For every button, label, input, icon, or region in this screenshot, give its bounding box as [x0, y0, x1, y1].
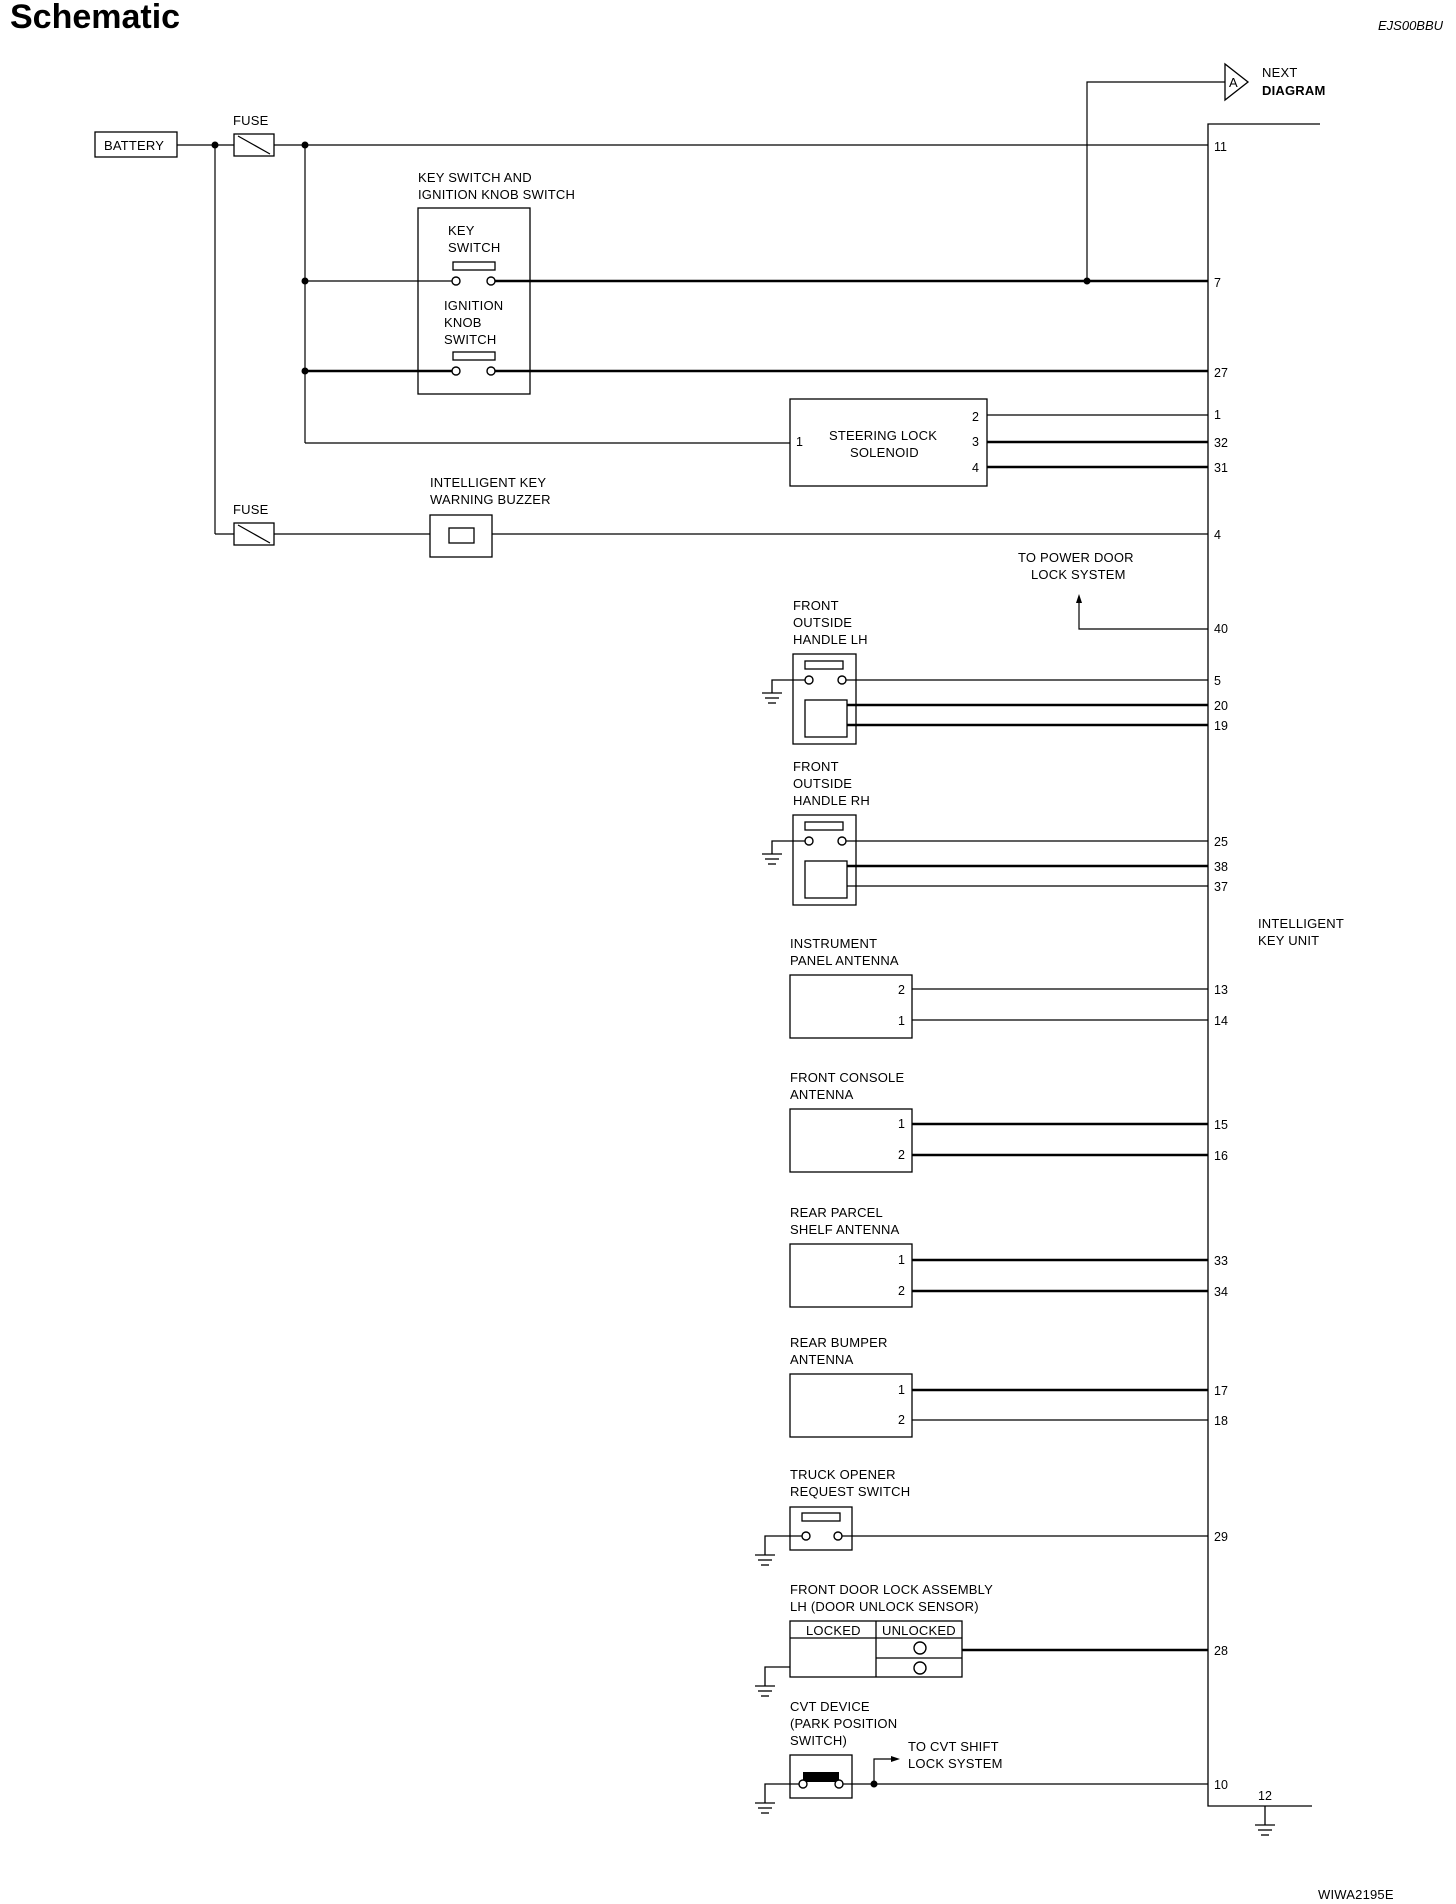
rear-bumper-antenna [790, 1335, 912, 1437]
cvt-device [755, 1699, 1003, 1813]
key-unit-label-1: INTELLIGENT [1258, 916, 1344, 931]
front-outside-handle-rh [762, 759, 870, 905]
steering-lock-solenoid [790, 399, 987, 486]
battery [95, 132, 177, 157]
connector-letter: A [1229, 75, 1238, 90]
handle-lh-label-3: HANDLE LH [793, 632, 868, 647]
rear-parcel-shelf-antenna [790, 1205, 912, 1307]
figure-id: WIWA2195E [1318, 1887, 1394, 1902]
fuse-2-label: FUSE [233, 502, 269, 517]
pin-14: 14 [1214, 1014, 1228, 1028]
page-title: Schematic [10, 0, 181, 36]
key-switch-title-1: KEY SWITCH AND [418, 170, 532, 185]
pin-7: 7 [1214, 276, 1221, 290]
front-console-antenna [790, 1070, 912, 1172]
pin-5: 5 [1214, 674, 1221, 688]
key-switch-title-2: IGNITION KNOB SWITCH [418, 187, 576, 202]
pin-1: 1 [1214, 408, 1221, 422]
diagram-label: DIAGRAM [1262, 83, 1326, 98]
front-outside-handle-lh [762, 598, 868, 744]
pin-40: 40 [1214, 622, 1228, 636]
next-label: NEXT [1262, 65, 1298, 80]
pin-13: 13 [1214, 983, 1228, 997]
cvt-label-1: CVT DEVICE [790, 1699, 870, 1714]
steering-pin-2: 2 [972, 410, 979, 424]
bumper-antenna-pin-2: 2 [898, 1413, 905, 1427]
parcel-antenna-label-2: SHELF ANTENNA [790, 1222, 900, 1237]
cvt-label-2: (PARK POSITION [790, 1716, 898, 1731]
console-antenna-pin-2: 2 [898, 1148, 905, 1162]
pin-17: 17 [1214, 1384, 1228, 1398]
parcel-antenna-label-1: REAR PARCEL [790, 1205, 883, 1220]
steering-pin-3: 3 [972, 435, 979, 449]
bumper-antenna-label-1: REAR BUMPER [790, 1335, 888, 1350]
pin-18: 18 [1214, 1414, 1228, 1428]
key-unit-ground-symbol [1255, 1806, 1275, 1835]
steering-lock-label-2: SOLENOID [850, 445, 919, 460]
pin-15: 15 [1214, 1118, 1228, 1132]
pin-34: 34 [1214, 1285, 1228, 1299]
key-unit-pins [1214, 140, 1272, 1803]
pin-29: 29 [1214, 1530, 1228, 1544]
handle-lh-label-1: FRONT [793, 598, 839, 613]
cvt-to-label-1: TO CVT SHIFT [908, 1739, 999, 1754]
ip-antenna-pin-2: 2 [898, 983, 905, 997]
pin-12: 12 [1258, 1789, 1272, 1803]
ignition-label-2: KNOB [444, 315, 482, 330]
parcel-antenna-pin-1: 1 [898, 1253, 905, 1267]
battery-label: BATTERY [104, 138, 165, 153]
buzzer-label-2: WARNING BUZZER [430, 492, 551, 507]
steering-pin-4: 4 [972, 461, 979, 475]
handle-lh-label-2: OUTSIDE [793, 615, 853, 630]
door-lock-label-1: FRONT DOOR LOCK ASSEMBLY [790, 1582, 993, 1597]
pin-20: 20 [1214, 699, 1228, 713]
next-diagram-connector [1225, 64, 1326, 100]
instrument-panel-antenna [790, 936, 912, 1038]
pin-27: 27 [1214, 366, 1228, 380]
trunk-switch-label-1: TRUCK OPENER [790, 1467, 896, 1482]
steering-pin-1: 1 [796, 435, 803, 449]
handle-rh-label-1: FRONT [793, 759, 839, 774]
power-door-lock-link [1018, 550, 1208, 629]
key-unit-label-2: KEY UNIT [1258, 933, 1320, 948]
pin-31: 31 [1214, 461, 1228, 475]
console-antenna-pin-1: 1 [898, 1117, 905, 1131]
key-label-2: SWITCH [448, 240, 501, 255]
ignition-label-1: IGNITION [444, 298, 504, 313]
pin-11: 11 [1214, 140, 1227, 154]
pin-32: 32 [1214, 436, 1228, 450]
trunk-opener-request-switch [755, 1467, 910, 1565]
ip-antenna-label-2: PANEL ANTENNA [790, 953, 899, 968]
ignition-label-3: SWITCH [444, 332, 497, 347]
console-antenna-label-1: FRONT CONSOLE [790, 1070, 905, 1085]
pin-33: 33 [1214, 1254, 1228, 1268]
pin-19: 19 [1214, 719, 1228, 733]
key-label-1: KEY [448, 223, 475, 238]
pin-37: 37 [1214, 880, 1228, 894]
parcel-antenna-pin-2: 2 [898, 1284, 905, 1298]
trunk-switch-label-2: REQUEST SWITCH [790, 1484, 911, 1499]
fuse-1 [233, 113, 274, 156]
ip-antenna-label-1: INSTRUMENT [790, 936, 878, 951]
front-door-lock-assembly-lh [755, 1582, 993, 1696]
pin-28: 28 [1214, 1644, 1228, 1658]
steering-lock-label-1: STEERING LOCK [829, 428, 938, 443]
buzzer-label-1: INTELLIGENT KEY [430, 475, 547, 490]
pin-4: 4 [1214, 528, 1221, 542]
bumper-antenna-pin-1: 1 [898, 1383, 905, 1397]
bumper-antenna-label-2: ANTENNA [790, 1352, 854, 1367]
section-code: EJS00BBU [1378, 18, 1444, 33]
pin-10: 10 [1214, 1778, 1228, 1792]
warning-buzzer [430, 475, 551, 557]
console-antenna-label-2: ANTENNA [790, 1087, 854, 1102]
locked-label: LOCKED [806, 1623, 861, 1638]
fuse-2 [233, 502, 274, 545]
unlocked-label: UNLOCKED [882, 1623, 956, 1638]
ip-antenna-pin-1: 1 [898, 1014, 905, 1028]
cvt-label-3: SWITCH) [790, 1733, 847, 1748]
intelligent-key-unit [1208, 124, 1344, 1806]
pin-25: 25 [1214, 835, 1228, 849]
power-door-label-1: TO POWER DOOR [1018, 550, 1134, 565]
pin-38: 38 [1214, 860, 1228, 874]
pin-16: 16 [1214, 1149, 1228, 1163]
door-lock-label-2: LH (DOOR UNLOCK SENSOR) [790, 1599, 979, 1614]
fuse-1-label: FUSE [233, 113, 269, 128]
cvt-to-label-2: LOCK SYSTEM [908, 1756, 1003, 1771]
handle-rh-label-2: OUTSIDE [793, 776, 853, 791]
power-door-label-2: LOCK SYSTEM [1031, 567, 1126, 582]
handle-rh-label-3: HANDLE RH [793, 793, 870, 808]
